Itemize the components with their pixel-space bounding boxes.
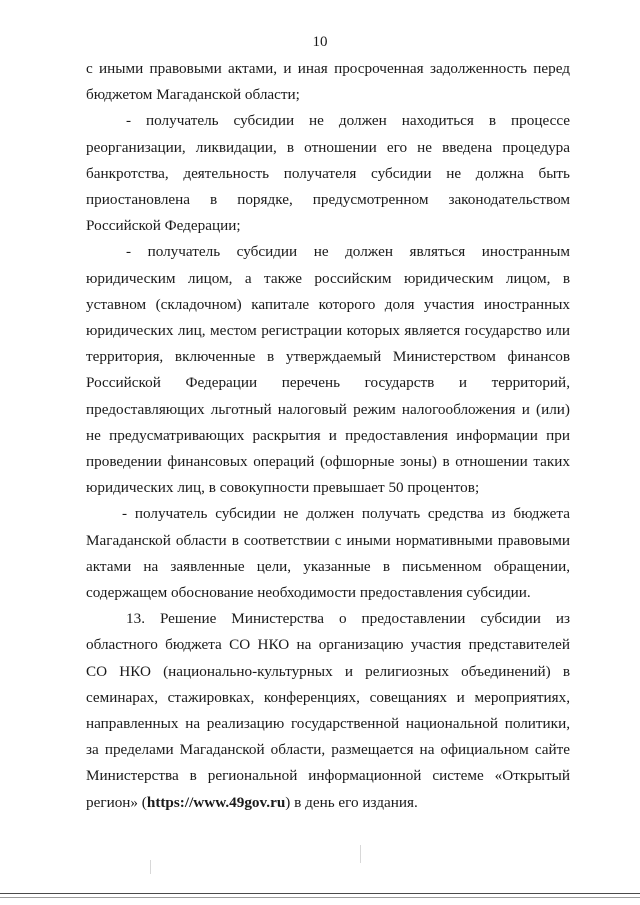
paragraph-section-13 (86, 606, 570, 816)
scan-bottom-edge (0, 893, 640, 894)
website-url-link[interactable]: https://www.49gov.ru (146, 793, 286, 811)
paragraph-other-funding-requirement: - получатель субсидии не должен получать средства из бюджета Магаданской области в соответствии с иными нормативными правовыми актами на заявленные цели, указанные в письменном обращении, содержащем обоснование необходимости предоставления субсидии. (86, 505, 570, 602)
scan-bottom-edge-secondary (0, 897, 640, 898)
section-13-text-end: ) в день его издания. (285, 793, 418, 811)
document-body (86, 56, 570, 816)
paragraph-continuation: с иными правовыми актами, и иная просроченная задолженность перед бюджетом Магаданской области; (86, 60, 570, 104)
paragraph-reorganization-requirement: - получатель субсидии не должен находиться в процессе реорганизации, ликвидации, в отношении его не введена процедура банкротства, деятельность получателя субсидии не должна быть приостановлена в порядке, предусмотренном законодательством Российской Федерации; (86, 112, 570, 235)
section-13-text: 13. Решение Министерства о предоставлении субсидии из областного бюджета СО НКО на организацию участия представителей СО НКО (национально-культурных и религиозных объединений) в семинарах, стажировках, конференциях, совещаниях и мероприятиях, направленных на реализацию государственной национальной политики, за пределами Магаданской области, размещается на официальном сайте Министерства в региональной информационной системе «Открытый регион» ( (86, 610, 570, 811)
paragraph-foreign-entity-requirement: - получатель субсидии не должен являться иностранным юридическим лицом, а также российским юридическим лицом, в уставном (складочном) капитале которого доля участия иностранных юридических лиц, местом регистрации которых является государство или территория, включенные в утверждаемый Министерством финансов Российской Федерации перечень государств и территорий, предоставляющих льготный налоговый режим налогообложения и (или) не предусматривающих раскрытия и предоставления информации при проведении финансовых операций (офшорные зоны) в отношении таких юридических лиц, в совокупности превышает 50 процентов; (86, 243, 570, 497)
scan-artifact-line (150, 860, 151, 874)
scan-artifact-line (360, 845, 361, 863)
page-number: 10 (312, 34, 328, 50)
